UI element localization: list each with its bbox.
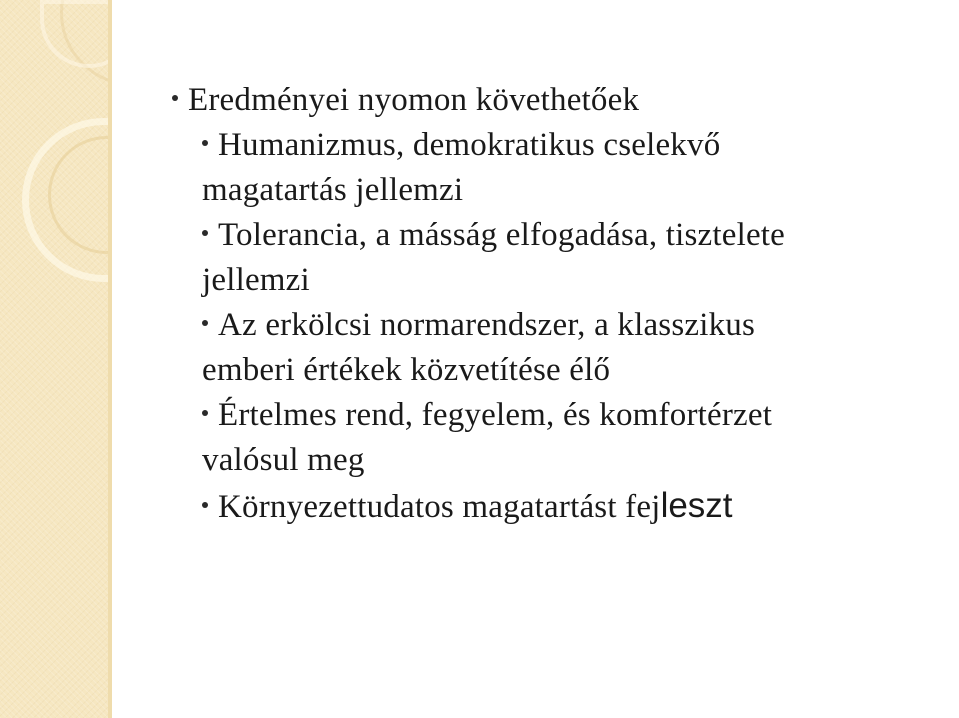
bullet-dot-icon: [202, 140, 208, 146]
slide-content: [172, 78, 932, 530]
bullet-continuation: [172, 258, 932, 303]
sub-bullet-item: [172, 123, 932, 168]
bullet-dot-icon: [172, 95, 178, 101]
bullet-dot-icon: [202, 502, 208, 508]
continuation-text: jellemzi: [202, 262, 310, 298]
bullet-text: Tolerancia, a másság elfogadása, tisztelete: [218, 217, 786, 253]
bullet-dot-icon: [202, 320, 208, 326]
bullet-text: Humanizmus, demokratikus cselekvő: [218, 127, 721, 163]
bullet-text-tail: leszt: [660, 486, 733, 525]
decorative-arc: [40, 0, 112, 68]
bullet-continuation: [172, 348, 932, 393]
decorative-side-band: [0, 0, 112, 718]
sub-bullet-item: [172, 303, 932, 348]
continuation-text: emberi értékek közvetítése élő: [202, 352, 611, 388]
bullet-text: Eredményei nyomon követhetőek: [188, 82, 640, 118]
bullet-continuation: [172, 438, 932, 483]
bullet-text: Értelmes rend, fegyelem, és komfortérzet: [218, 397, 773, 433]
sub-bullet-item: [172, 393, 932, 438]
bullet-text: Környezettudatos magatartást fej: [218, 489, 661, 525]
continuation-text: valósul meg: [202, 442, 365, 478]
bullet-text: Az erkölcsi normarendszer, a klasszikus: [218, 307, 756, 343]
sub-bullet-item: [172, 483, 932, 530]
bullet-dot-icon: [202, 410, 208, 416]
bullet-item: [172, 78, 932, 123]
continuation-text: magatartás jellemzi: [202, 172, 464, 208]
bullet-dot-icon: [202, 230, 208, 236]
side-band-edge: [108, 0, 112, 718]
sub-bullet-item: [172, 213, 932, 258]
bullet-continuation: [172, 168, 932, 213]
